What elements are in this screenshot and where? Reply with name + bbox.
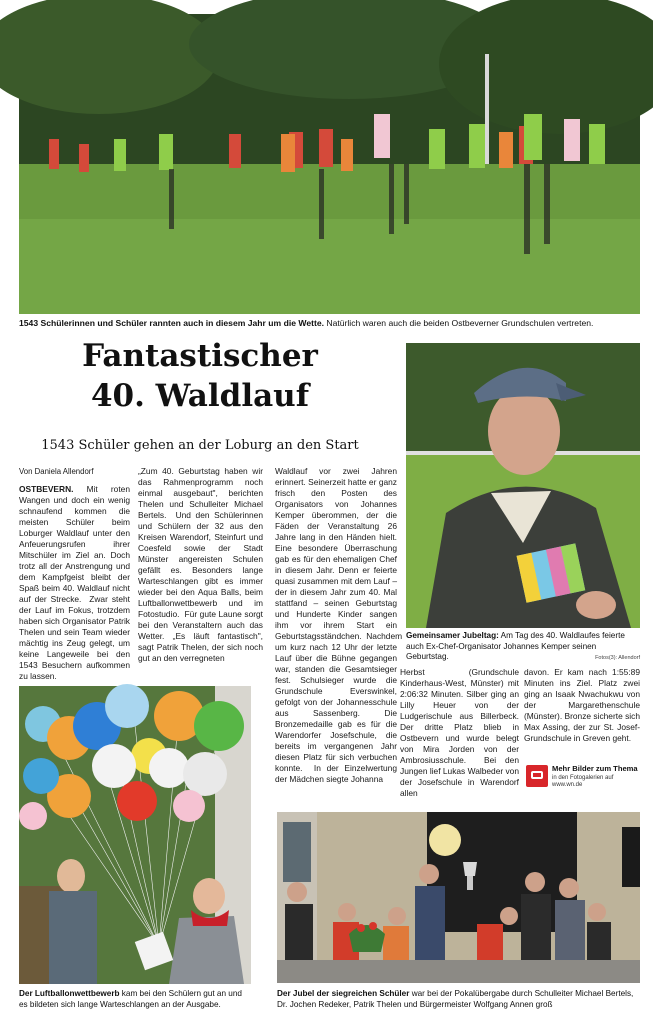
photo-gallery-promo[interactable] xyxy=(526,765,640,789)
promo-line-1: in den Fotogalerien auf xyxy=(552,775,614,781)
portrait-illustration xyxy=(406,343,640,628)
dateline: OSTBEVERN. xyxy=(19,484,74,494)
caption-balloons-rest: kam bei den Schülern gut an und es bildeten sich lange Warteschlangen an der Ausgabe. xyxy=(19,989,242,1009)
caption-trophy-bold: Der Jubel der siegreichen Schüler xyxy=(277,989,410,998)
balloons-illustration xyxy=(19,686,251,984)
article-column-2: „Zum 40. Geburtstag haben wir das Rahmenprogramm noch einmal ausgebaut", berichten Thelen und Schulleiter Michael Bertels. Und den Schülerinnen und Schülern der 32 aus den Kreisen Warendorf, Steinfurt und Coesfeld sowie der Stadt Münster angereisten Schulen gefällt es. Besonders lange Warteschlangen gibt es immer wieder bei den Aqua Balls, beim Luftballonwettbewerb und im Fotostudio. Für gute Laune sorgt bei den Veranstaltern auch das Wetter. „Es läuft fantastisch", sagt Patrik Thelen, der sich noch gut an den verregneten xyxy=(138,466,263,663)
subheadline: 1543 Schüler gehen an der Loburg an den Start xyxy=(41,438,359,453)
caption-top-bold: 1543 Schülerinnen und Schüler rannten auch in diesem Jahr um die Wette. xyxy=(19,318,324,328)
caption-portrait-bold: Gemeinsamer Jubeltag: xyxy=(406,631,499,640)
article-column-3: Waldlauf vor zwei Jahren erinnert. Seinerzeit hatte er ganz frisch den Posten des Organisators von Johannes Kemper überommen, der die Fäden der Veranstaltung 26 Jahre lang in den Händen hielt. Eine besondere Überraschung gab es für den ehemaligen Chef in diesem Jahr. Denn er feierte quasi zusammen mit dem Lauf – der in diesem Jahr zum 40. Mal stattfand – seinen Geburtstag und Hunderte Kinder sangen ihm vor ihrem Start ein Geburtstagsständchen. Nachdem um kurz nach 12 Uhr der letzte Lauf über die Bühne gegangen war, standen die Gesamtsieger fest. Schulsieger wurde die Grundschule Everswinkel, gefolgt von der Johannesschule aus Sassenberg. Die Bronzemedaille gab es für die Warendorfer Josefschule, die bereits im vergangenen Jahr diesen Platz für sich verbuchen konnte. In der Einzelwertung der Mädchen siegte Johanna xyxy=(275,466,403,784)
byline: Von Daniela Allendorf xyxy=(19,467,94,476)
caption-balloons xyxy=(19,989,251,1010)
caption-trophy-rest: war bei der Pokalübergabe durch Schulleiter Michael Bertels, Dr. Jochen Redeker, Patrik Thelen und Bürgermeister Wolfgang Annen groß xyxy=(277,989,634,1009)
photo-runners xyxy=(19,14,640,314)
photo-portrait xyxy=(406,343,640,628)
column-1-text: Mit roten Wangen und doch ein wenig schnaufend kommen die meisten Schüler beim Loburger Waldlauf unter den Anfeuerungsrufen ihrer Mitschüler im Ziel an. Doch trotz all der Anstrengung und dem Kampfgeist bleibt der Spaß beim 40. Waldlauf nicht auf der Strecke. Zwar steht der Lauf im Fokus, trotzdem haben sich Organisator Patrik Thelen und sein Team wieder mächtig ins Zeug gelegt, um keine Langeweile bei den 1543 Besuchern aufkommen zu lassen. xyxy=(19,484,130,681)
article-column-1 xyxy=(19,484,130,681)
headline-line1: Fantastischer xyxy=(82,338,318,374)
caption-trophy xyxy=(277,989,640,1010)
article-column-5: davon. Er kam nach 1:55:89 Minuten ins Ziel. Platz zwei ging an Isaak Nwachukwu von der Margarethenschule (Münster). Bronze sicherte sich Max Assing, der zur St. Josef-Grundschule in Greven geht. xyxy=(524,667,640,743)
promo-link[interactable]: www.wn.de xyxy=(552,782,583,788)
camera-icon xyxy=(526,765,548,787)
article-column-4: Herbst (Grundschule Kinderhaus-West, Münster) mit 2:06:32 Minuten. Silber ging an Lilly Heuer von der Ludgerischule aus Billerbeck. Der dritte Platz blieb in Ostbevern und wurde belegt von Mira Jorden von der Ambrosiusschule. Bei den Jungen lief Lukas Walbeder von der Josefschule in Warendorf allen xyxy=(400,667,519,798)
trophy-illustration xyxy=(277,812,640,983)
caption-top-rest: Natürlich waren auch die beiden Ostbeverner Grundschulen vertreten. xyxy=(324,318,594,328)
photo-credit: Fotos(3): Allendorf xyxy=(595,655,640,661)
photo-trophy xyxy=(277,812,640,983)
photo-balloons xyxy=(19,686,251,984)
caption-portrait-rest: Am Tag des 40. Waldlaufes feierte auch Ex-Chef-Organisator Johannes Kemper seinen Geburtstag. xyxy=(406,631,625,661)
promo-title: Mehr Bilder zum Thema xyxy=(552,764,638,773)
runners-illustration xyxy=(19,14,640,314)
headline-line2: 40. Waldlauf xyxy=(90,378,310,414)
caption-balloons-bold: Der Luftballonwettbewerb xyxy=(19,989,120,998)
caption-top xyxy=(19,318,640,329)
